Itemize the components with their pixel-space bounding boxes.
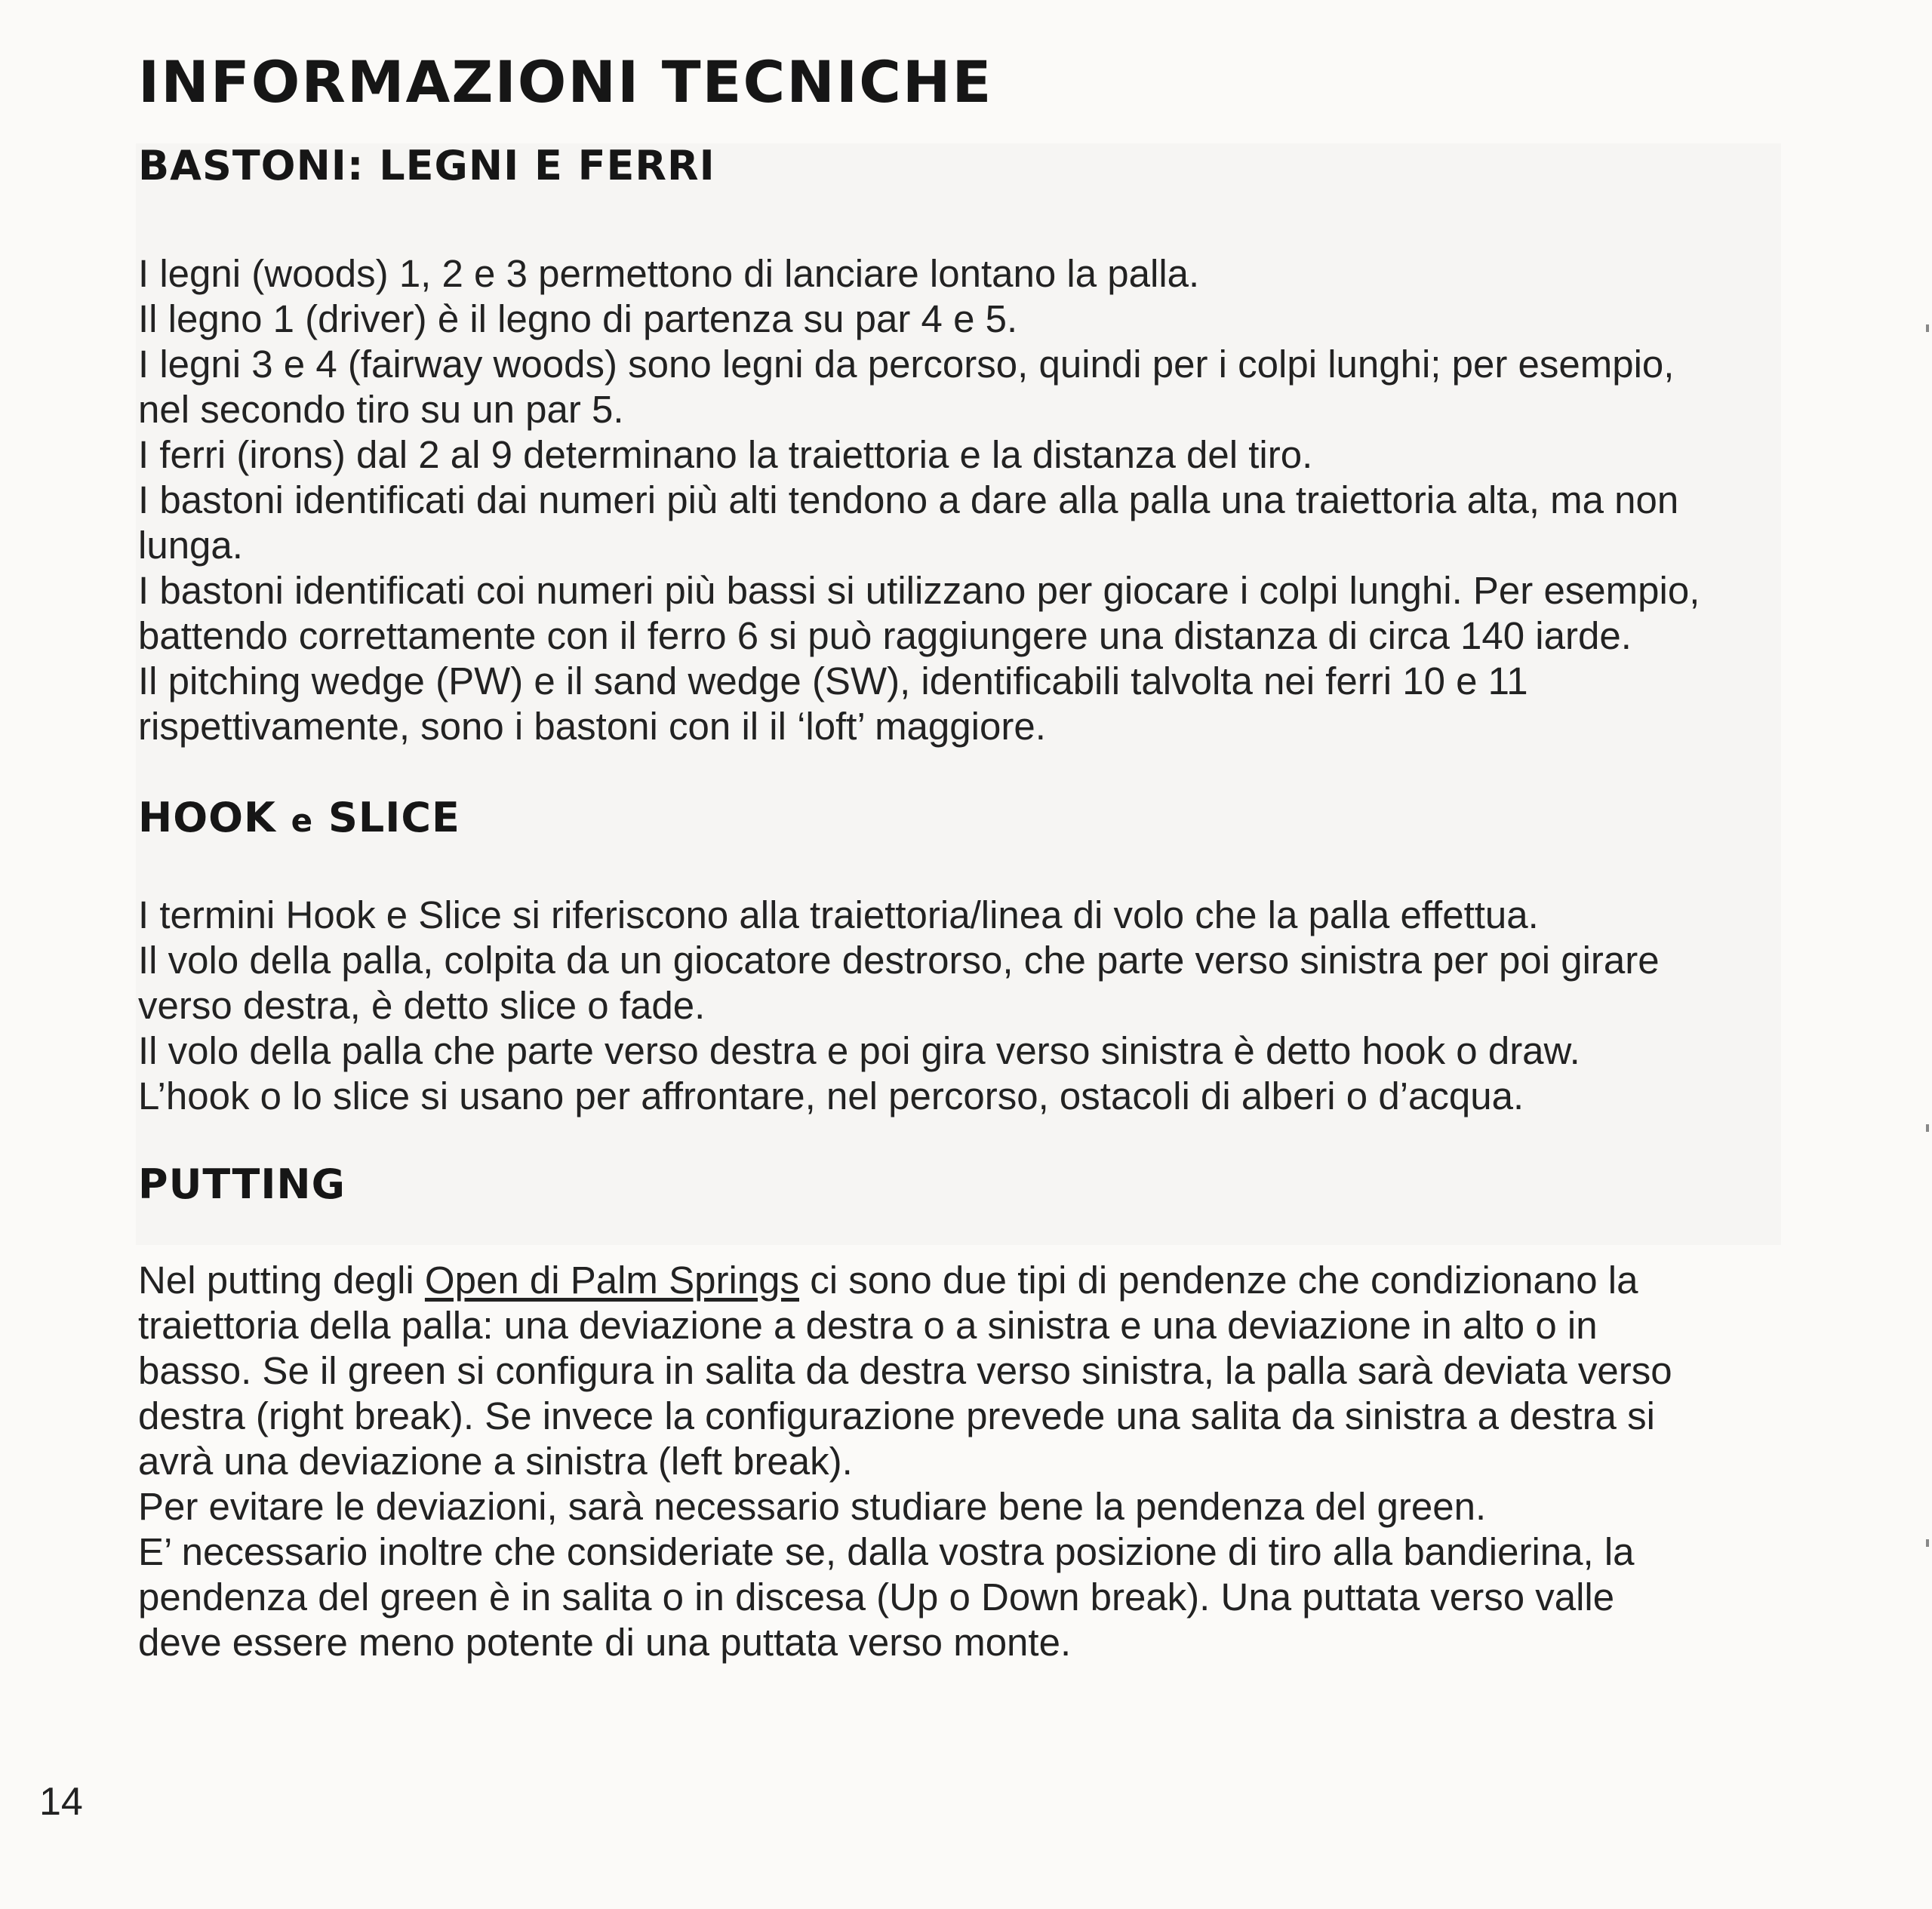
text-line: verso destra, è detto slice o fade. — [138, 984, 706, 1027]
text-line: pendenza del green è in salita o in discesa (Up o Down break). Una puttata verso valle — [138, 1575, 1615, 1618]
section-heading-hook-slice — [138, 792, 1829, 847]
heading-hook: HOOK — [138, 794, 276, 841]
text-line: basso. Se il green si configura in salita da destra verso sinistra, la palla sarà deviata verso — [138, 1349, 1672, 1392]
text-line: Il volo della palla, colpita da un giocatore destrorso, che parte verso sinistra per poi girare — [138, 939, 1660, 982]
text-line: lunga. — [138, 524, 243, 567]
scan-edge-mark — [1926, 1124, 1929, 1132]
text-line: I termini Hook e Slice si riferiscono alla traiettoria/linea di volo che la palla effettua. — [138, 893, 1539, 936]
heading-slice: SLICE — [328, 794, 460, 841]
section-body-hook-slice — [138, 893, 1829, 1119]
section-body-putting — [138, 1258, 1829, 1665]
text-line: L’hook o lo slice si usano per affrontare, nel percorso, ostacoli di alberi o d’acqua. — [138, 1074, 1524, 1117]
text-line: I bastoni identificati dai numeri più alti tendono a dare alla palla una traiettoria alta, ma non — [138, 478, 1679, 521]
text-line — [138, 1258, 1829, 1303]
section-clubs — [138, 140, 1829, 749]
text-line: traiettoria della palla: una deviazione a destra o a sinistra e una deviazione in alto o in — [138, 1304, 1598, 1347]
text-line: Il legno 1 (driver) è il legno di partenza su par 4 e 5. — [138, 297, 1018, 340]
scan-edge-mark — [1926, 324, 1929, 332]
text-line: Per evitare le deviazioni, sarà necessario studiare bene la pendenza del green. — [138, 1485, 1487, 1528]
text-line: nel secondo tiro su un par 5. — [138, 388, 624, 431]
section-heading-clubs: BASTONI: LEGNI E FERRI — [138, 142, 715, 189]
text-line: Il pitching wedge (PW) e il sand wedge (SW), identificabili talvolta nei ferri 10 e 11 — [138, 659, 1528, 702]
text-line: I legni 3 e 4 (fairway woods) sono legni da percorso, quindi per i colpi lunghi; per esempio, — [138, 343, 1675, 386]
section-heading-putting: PUTTING — [138, 1160, 346, 1208]
document-page — [138, 42, 1829, 1665]
text-line: Il volo della palla che parte verso destra e poi gira verso sinistra è detto hook o draw. — [138, 1029, 1580, 1072]
text-line: I ferri (irons) dal 2 al 9 determinano la traiettoria e la distanza del tiro. — [138, 433, 1313, 476]
text-line: deve essere meno potente di una puttata verso monte. — [138, 1621, 1072, 1664]
game-title-underlined: Open di Palm Springs — [424, 1259, 800, 1302]
section-body-clubs — [138, 251, 1829, 749]
text-line: I bastoni identificati coi numeri più bassi si utilizzano per giocare i colpi lunghi. Per esempio, — [138, 569, 1700, 612]
text-line: battendo correttamente con il ferro 6 si può raggiungere una distanza di circa 140 iarde. — [138, 614, 1632, 657]
section-hook-slice — [138, 792, 1829, 1119]
text-line: destra (right break). Se invece la configurazione prevede una salita da sinistra a destra si — [138, 1394, 1655, 1437]
text-line: rispettivamente, sono i bastoni con il il ‘loft’ maggiore. — [138, 705, 1046, 748]
text-fragment: ci sono due tipi di pendenze che condizionano la — [810, 1259, 1638, 1302]
section-putting — [138, 1158, 1829, 1665]
text-fragment: Nel putting degli — [138, 1259, 414, 1302]
text-line: I legni (woods) 1, 2 e 3 permettono di lanciare lontano la palla. — [138, 252, 1200, 295]
scan-edge-mark — [1926, 1539, 1929, 1547]
text-line: avrà una deviazione a sinistra (left break). — [138, 1440, 853, 1483]
page-number: 14 — [39, 1780, 83, 1824]
text-line: E’ necessario inoltre che consideriate se, dalla vostra posizione di tiro alla bandierina, la — [138, 1530, 1635, 1573]
heading-connector: e — [291, 802, 314, 839]
page-title: INFORMAZIONI TECNICHE — [138, 48, 993, 115]
